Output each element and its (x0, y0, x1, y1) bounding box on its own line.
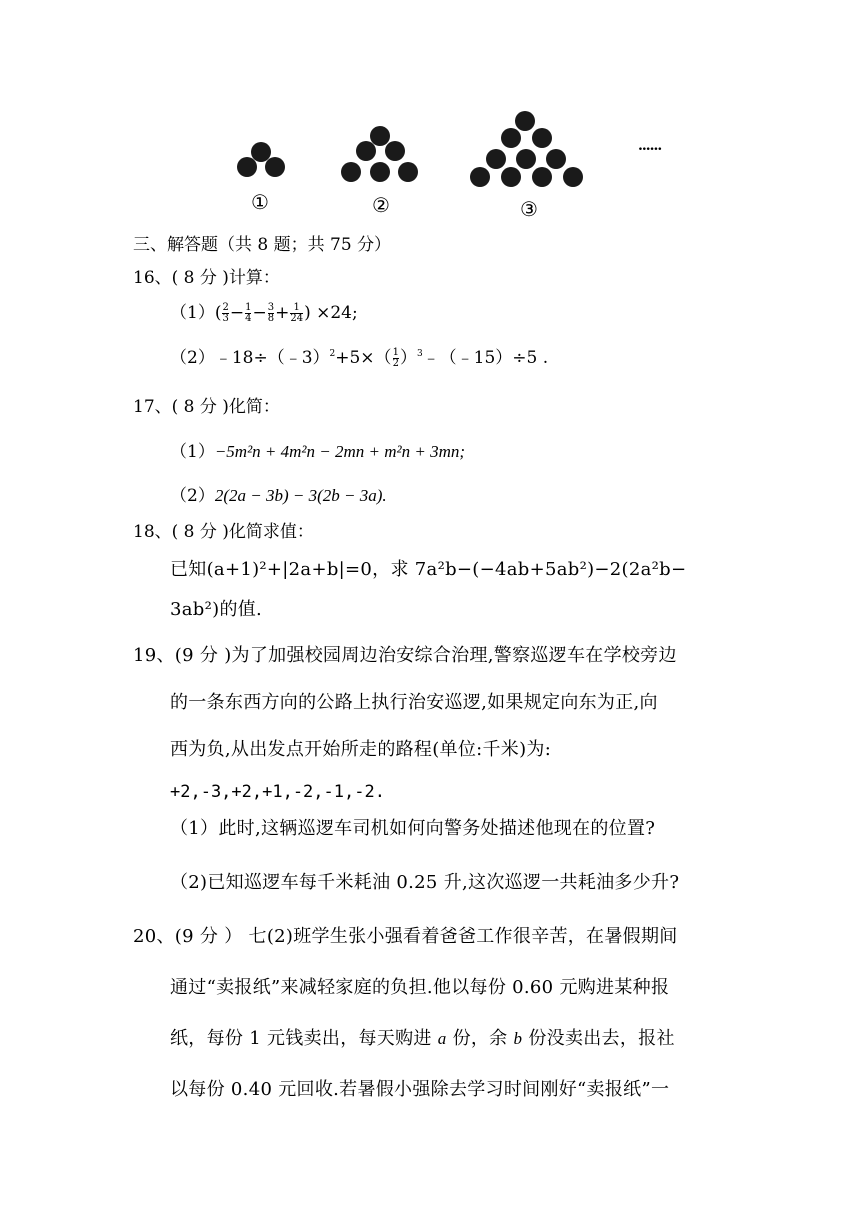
q19-sub1: （1）此时,这辆巡逻车司机如何向警务处描述他现在的位置? (170, 818, 656, 839)
q20-line2: 通过“卖报纸”来减轻家庭的负担.他以每份 0.60 元购进某种报 (170, 977, 670, 998)
q16-part2: （2）﹣18÷（﹣3）$^2$+5×（ $\frac{1}{2}$ ）$^3$﹣（﹣15）÷5 . (170, 347, 549, 369)
q19-sub2: （2)已知巡逻车每千米耗油 0.25 升,这次巡逻一共耗油多少升? (170, 872, 680, 893)
var-a: a (437, 1029, 447, 1048)
figure-label-2: ② (372, 193, 390, 217)
figure-label-1: ① (251, 190, 269, 214)
q17-heading: 17、( 8 分 )化简： (133, 397, 280, 417)
q20-line3: 纸，每份 1 元钱卖出，每天购进 a 份，余 b 份没卖出去，报社 (170, 1028, 675, 1049)
dot (501, 167, 521, 187)
section-heading: 三、解答题（共 8 题；共 75 分） (133, 235, 392, 255)
fraction: $\frac{3}{8}$ (267, 302, 275, 324)
dot (370, 162, 390, 182)
fraction: $\frac{1}{2}$ (392, 347, 399, 369)
figure-label-3: ③ (520, 197, 538, 221)
dot (398, 162, 418, 182)
fraction: $\frac{1}{24}$ (290, 302, 304, 324)
q16-part1: （1）( $\frac{2}{3}$ − $\frac{1}{4}$ − $\frac{3}{8}$ + $\frac{1}{24}$ ) ×24; (170, 302, 358, 324)
dot (356, 141, 376, 161)
var-b: b (513, 1029, 523, 1048)
q18-line2: 3ab²)的值. (170, 599, 263, 620)
q17-part2: （2）2(2a − 3b) − 3(2b − 3a). (170, 486, 387, 506)
dot (516, 149, 536, 169)
dot (515, 111, 535, 131)
dot (532, 167, 552, 187)
q19-line3: 西为负,从出发点开始所走的路程(单位:千米)为: (170, 739, 552, 760)
q20-heading: 20、(9 分 ） 七(2)班学生张小强看着爸爸工作很辛苦，在暑假期间 (133, 926, 678, 947)
dot (470, 167, 490, 187)
q19-heading: 19、(9 分 )为了加强校园周边治安综合治理,警察巡逻车在学校旁边 (133, 645, 677, 666)
q17-part1: （1）−5m²n + 4m²n − 2mn + m²n + 3mn; (170, 442, 466, 462)
dot (237, 157, 257, 177)
q18-heading: 18、( 8 分 )化简求值： (133, 522, 314, 542)
dot (486, 149, 506, 169)
dot (385, 141, 405, 161)
dot (265, 157, 285, 177)
q20-line4: 以每份 0.40 元回收.若暑假小强除去学习时间刚好“卖报纸”一 (170, 1079, 670, 1100)
fraction: $\frac{2}{3}$ (222, 302, 229, 324)
q19-data: +2,-3,+2,+1,-2,-1,-2. (170, 782, 385, 802)
dot (501, 128, 521, 148)
dot (341, 162, 361, 182)
fraction: $\frac{1}{4}$ (245, 302, 252, 324)
q19-line2: 的一条东西方向的公路上执行治安巡逻,如果规定向东为正,向 (170, 692, 658, 713)
dot (563, 167, 583, 187)
dot (546, 149, 566, 169)
ellipsis: ...... (638, 138, 662, 154)
q18-line1: 已知(a+1)²+|2a+b|=0，求 7a²b−(−4ab+5ab²)−2(2a²b− (170, 559, 687, 580)
q16-heading: 16、( 8 分 )计算： (133, 268, 280, 288)
dot (532, 128, 552, 148)
